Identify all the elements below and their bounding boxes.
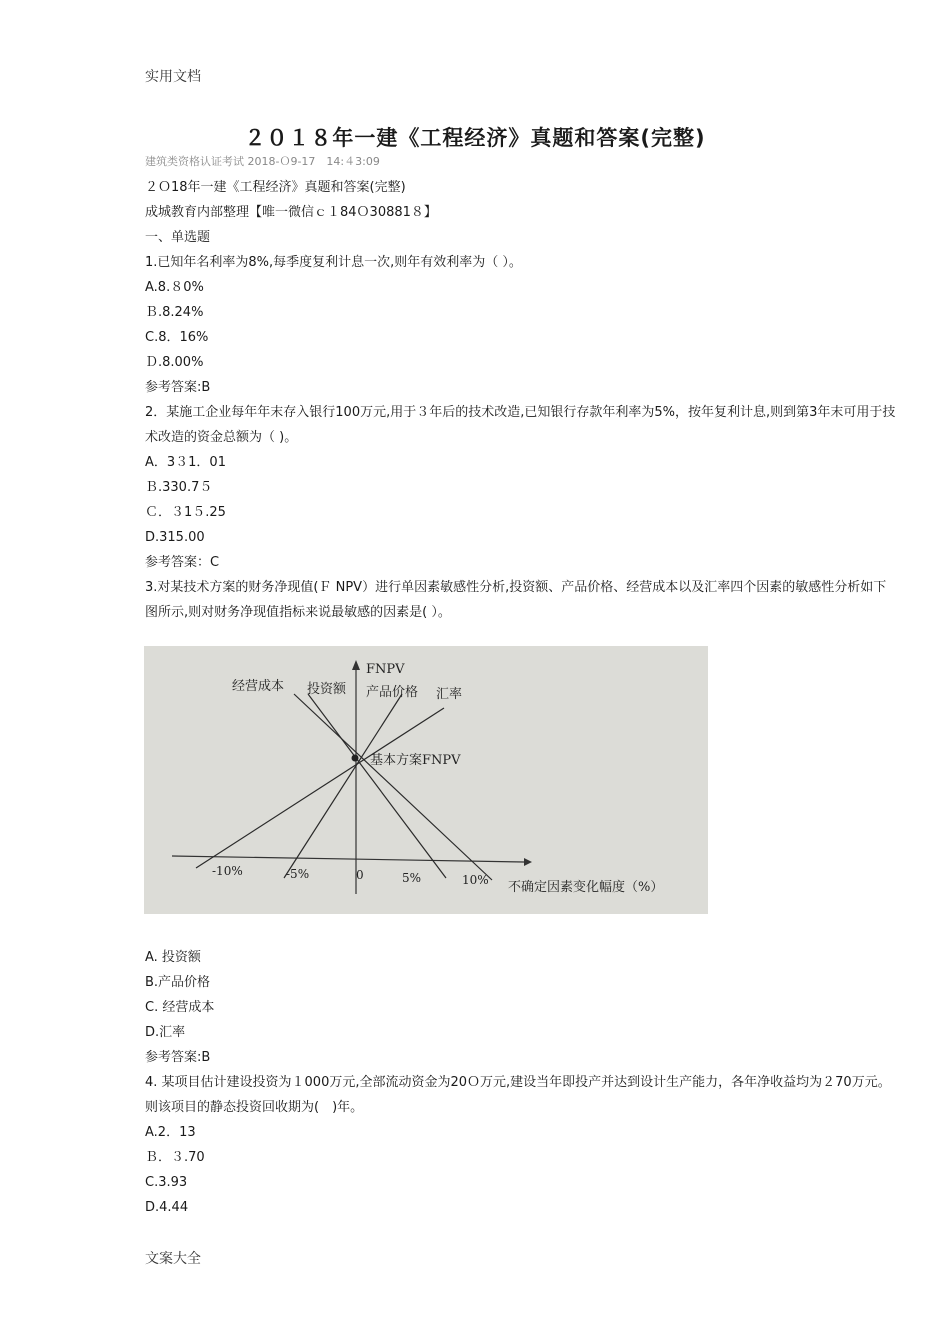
sensitivity-figure xyxy=(144,646,708,914)
question-1-option: C.8．16% xyxy=(145,330,209,345)
section-heading: 一、单选题 xyxy=(145,230,211,245)
question-1-answer: 参考答案:B xyxy=(145,380,211,395)
intro-line: ２Ｏ18年一建《工程经济》真题和答案(完整) xyxy=(145,180,406,195)
question-3-text: 3.对某技术方案的财务净现值(Ｆ NPV）进行单因素敏感性分析,投资额、产品价格、经营成本以及汇率四个因素的敏感性分析如下图所示,则对财务净现值指标来说最敏感的因素是( ）。 xyxy=(145,580,887,620)
tick-label: 10% xyxy=(462,873,489,887)
document-title: ２０１８年一建《工程经济》真题和答案(完整) xyxy=(244,126,706,150)
y-axis-label: FNPV xyxy=(366,662,405,677)
document-meta: 建筑类资格认证考试 2018-Ｏ9-17 14:４3:09 xyxy=(145,155,380,168)
content-top xyxy=(145,175,897,625)
tick-label: -10% xyxy=(212,864,243,878)
tick-label: 0 xyxy=(356,868,364,882)
question-4-option: Ｂ．３.70 xyxy=(145,1150,205,1165)
base-point-marker xyxy=(352,755,359,762)
question-3-option: A. 投资额 xyxy=(145,950,201,965)
question-4-option: A.2．13 xyxy=(145,1125,196,1140)
tick-label: 5% xyxy=(402,871,422,885)
line-label-operating-cost: 经营成本 xyxy=(232,679,285,694)
page-footer: 文案大全 xyxy=(145,1251,201,1267)
base-point-label: 基本方案FNPV xyxy=(370,753,461,768)
x-axis-label: 不确定因素变化幅度（%） xyxy=(508,880,664,895)
line-label-investment: 投资额 xyxy=(307,682,347,697)
question-3-answer: 参考答案:B xyxy=(145,1050,211,1065)
question-1-option: Ｂ.8.24% xyxy=(145,305,204,320)
question-3-option: D.汇率 xyxy=(145,1025,186,1040)
question-3-option: B.产品价格 xyxy=(145,975,211,990)
question-2-option: A．3３1．01 xyxy=(145,455,226,470)
intro-line: 成城教育内部整理【唯一微信ｃ１84Ｏ30881８】 xyxy=(145,205,437,220)
tick-label: -5% xyxy=(286,867,310,881)
question-2-option: D.315.00 xyxy=(145,530,205,545)
question-1-option: A.8.８0% xyxy=(145,280,204,295)
question-2-option: Ｃ．３1５.25 xyxy=(145,505,226,520)
question-2-text: 2．某施工企业每年年末存入银行100万元,用于３年后的技术改造,已知银行存款年利率为5%，按年复利计息,则到第3年末可用于技术改造的资金总额为（ )。 xyxy=(145,405,896,445)
line-label-product-price: 产品价格 xyxy=(366,685,419,700)
question-4-text: 4. 某项目估计建设投资为１000万元,全部流动资金为20Ｏ万元,建设当年即投产并达到设计生产能力，各年净收益均为２70万元。则该项目的静态投资回收期为( )年。 xyxy=(145,1075,891,1115)
question-3-option: C. 经营成本 xyxy=(145,1000,215,1015)
question-4-option: C.3.93 xyxy=(145,1175,188,1190)
question-4-option: D.4.44 xyxy=(145,1200,189,1215)
line-label-exchange-rate: 汇率 xyxy=(436,687,463,702)
question-1-option: Ｄ.8.00% xyxy=(145,355,204,370)
sensitivity-diagram xyxy=(144,646,708,914)
question-1-text: 1.已知年名利率为8%,每季度复利计息一次,则年有效利率为（ ）。 xyxy=(145,255,522,270)
page-header: 实用文档 xyxy=(145,69,201,85)
question-2-option: Ｂ.330.7５ xyxy=(145,480,213,495)
question-2-answer: 参考答案：C xyxy=(145,555,220,570)
content-bottom xyxy=(145,945,897,1220)
